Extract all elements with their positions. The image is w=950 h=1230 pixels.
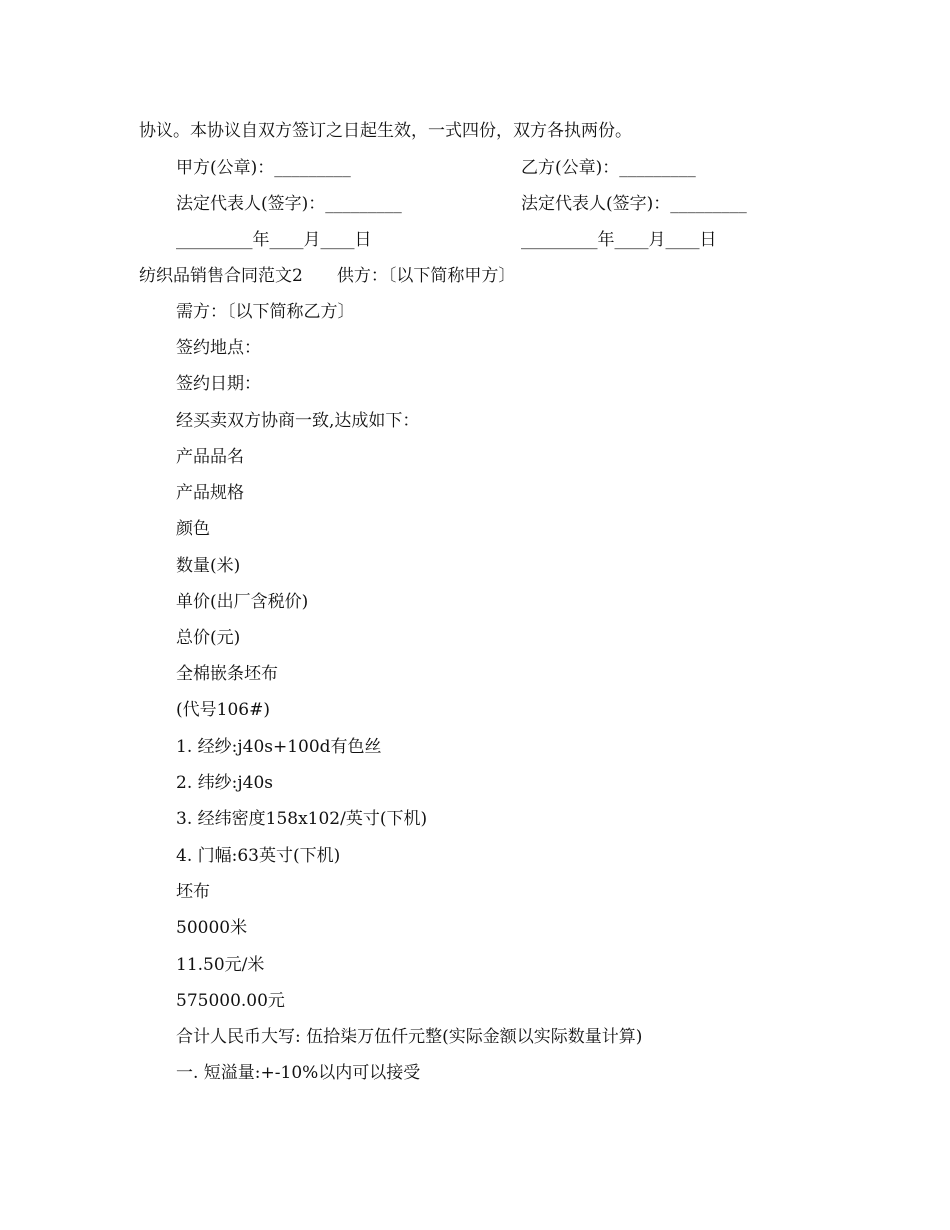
color-value: 坯布 xyxy=(176,882,210,902)
unit-price-label: 单价(出厂含税价) xyxy=(176,592,309,612)
party-a-seal-field: 甲方(公章)：_________ xyxy=(176,158,351,178)
spec-warp-yarn: 1. 经纱:j40s+100d有色丝 xyxy=(176,737,382,757)
spec-weft-yarn: 2. 纬纱:j40s xyxy=(176,773,273,793)
quantity-label: 数量(米) xyxy=(176,556,241,576)
total-price-label: 总价(元) xyxy=(176,628,241,648)
signing-place-line: 签约地点： xyxy=(176,338,261,358)
total-price-value: 575000.00元 xyxy=(176,991,285,1011)
party-b-rep-field: 法定代表人(签字)：_________ xyxy=(521,194,747,214)
agreement-intro-line: 经买卖双方协商一致,达成如下： xyxy=(176,411,420,431)
spec-density: 3. 经纬密度158x102/英寸(下机) xyxy=(176,809,428,829)
signing-date-line: 签约日期： xyxy=(176,374,261,394)
tolerance-clause-line: 一. 短溢量:+-10%以内可以接受 xyxy=(176,1063,421,1083)
party-b-seal-field: 乙方(公章)：_________ xyxy=(521,158,696,178)
party-a-rep-field: 法定代表人(签字)：_________ xyxy=(176,194,402,214)
unit-price-value: 11.50元/米 xyxy=(176,955,265,975)
quantity-value: 50000米 xyxy=(176,918,248,938)
color-label: 颜色 xyxy=(176,519,210,539)
product-name-value: 全棉嵌条坯布 xyxy=(176,664,278,684)
party-a-date-field: _________年____月____日 xyxy=(176,230,372,250)
spec-width: 4. 门幅:63英寸(下机) xyxy=(176,846,341,866)
product-spec-label: 产品规格 xyxy=(176,483,244,503)
product-code-value: (代号106#) xyxy=(176,700,270,720)
total-in-words-line: 合计人民币大写: 伍拾柒万伍仟元整(实际金额以实际数量计算) xyxy=(176,1027,643,1047)
contract2-heading: 纺织品销售合同范文2 供方：〔以下简称甲方〕 xyxy=(139,266,516,286)
buyer-line: 需方：〔以下简称乙方〕 xyxy=(176,302,355,322)
product-name-label: 产品品名 xyxy=(176,447,244,467)
party-b-date-field: _________年____月____日 xyxy=(521,230,717,250)
intro-tail-paragraph: 协议。本协议自双方签订之日起生效，一式四份，双方各执两份。 xyxy=(139,121,632,141)
